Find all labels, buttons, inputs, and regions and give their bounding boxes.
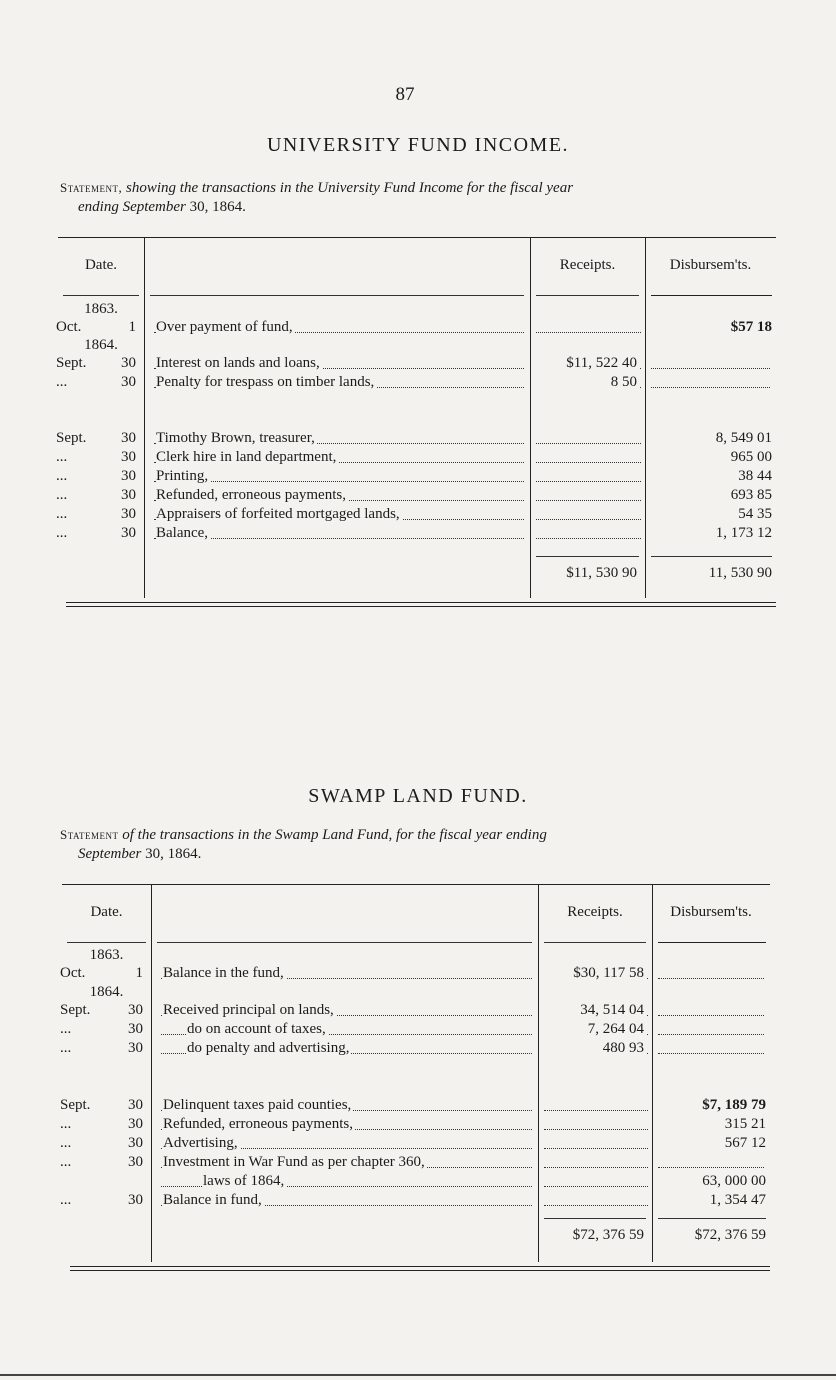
table-top-rule <box>62 884 770 885</box>
row-receipt: $11, 522 40 <box>534 354 639 372</box>
row-day: 30 <box>128 1021 143 1037</box>
header-date: Date. <box>84 257 118 273</box>
row-day: 30 <box>121 430 136 446</box>
leader-dots <box>651 387 770 388</box>
total-receipts: $11, 530 90 <box>566 565 637 581</box>
row-month: ... <box>60 1135 72 1151</box>
row-month: ... <box>60 1040 72 1056</box>
header-rule <box>544 942 646 943</box>
column-rule <box>530 237 531 598</box>
row-disbursement: $7, 189 79 <box>656 1096 768 1114</box>
row-day: 30 <box>121 525 136 541</box>
leader-dots <box>658 1034 764 1035</box>
statement-lead: Statement <box>60 827 119 842</box>
row-month: ... <box>60 1192 72 1208</box>
leader-dots <box>658 1015 764 1016</box>
row-description: Penalty for trespass on timber lands, <box>156 374 375 390</box>
total-rule <box>651 556 772 557</box>
row-description: Over payment of fund, <box>156 319 293 335</box>
row-month: Sept. <box>60 1002 91 1018</box>
row-day: 30 <box>128 1002 143 1018</box>
statement-text: of the transactions in the Swamp Land Fund, for the fiscal year ending <box>122 827 547 843</box>
row-description: Balance in fund, <box>163 1192 262 1208</box>
table-bottom-rule <box>66 606 776 607</box>
row-description: Balance, <box>156 525 209 541</box>
row-receipt: 7, 264 04 <box>542 1020 646 1038</box>
row-disbursement: 965 00 <box>649 448 774 466</box>
table-row <box>0 1115 836 1133</box>
table-bottom-rule <box>66 602 776 603</box>
row-description: Received principal on lands, <box>163 1002 334 1018</box>
table-row <box>0 1020 836 1038</box>
leader-dots <box>658 1167 764 1168</box>
row-day: 30 <box>121 487 136 503</box>
leader-dots <box>658 978 764 979</box>
university-title: UNIVERSITY FUND INCOME. <box>266 134 570 156</box>
table-top-rule <box>58 237 776 238</box>
table-row <box>0 373 836 391</box>
column-rule <box>645 237 646 598</box>
row-day: 30 <box>128 1192 143 1208</box>
swamp-title: SWAMP LAND FUND. <box>308 785 528 807</box>
leader-dots <box>544 1148 648 1149</box>
table-bottom-rule <box>70 1266 770 1267</box>
row-receipt: 8 50 <box>534 373 639 391</box>
statement-line-2: September 30, 1864. <box>78 846 202 862</box>
header-disbursements: Disbursem'ts. <box>669 257 752 273</box>
row-description: Timothy Brown, treasurer, <box>156 430 315 446</box>
row-month: Sept. <box>56 430 87 446</box>
row-month: ... <box>60 1021 72 1037</box>
row-receipt: $30, 117 58 <box>542 964 646 982</box>
row-description: Investment in War Fund as per chapter 360, <box>163 1154 425 1170</box>
table-row <box>0 1191 836 1209</box>
row-month: Oct. <box>60 965 86 981</box>
page-bottom-rule <box>0 1374 836 1376</box>
row-day: 1 <box>135 965 143 981</box>
total-receipts: $72, 376 59 <box>572 1227 644 1243</box>
row-disbursement: 1, 354 47 <box>656 1191 768 1209</box>
row-description: do penalty and advertising, <box>187 1040 350 1056</box>
statement-line-2: ending September 30, 1864. <box>78 199 246 215</box>
row-month: ... <box>56 374 68 390</box>
header-disbursements: Disbursem'ts. <box>670 904 752 920</box>
header-receipts: Receipts. <box>567 904 623 920</box>
row-month: Sept. <box>60 1097 91 1113</box>
total-rule <box>536 556 639 557</box>
university-statement <box>60 178 770 217</box>
leader-dots <box>536 481 641 482</box>
page-number: 87 <box>395 84 415 105</box>
total-rule <box>658 1218 766 1219</box>
row-description: Appraisers of forfeited mortgaged lands, <box>156 506 400 522</box>
header-rule <box>67 942 146 943</box>
row-day: 1 <box>128 319 136 335</box>
row-disbursement: 1, 173 12 <box>649 524 774 542</box>
row-year: 1864. <box>84 337 118 353</box>
row-month: ... <box>56 468 68 484</box>
table-row <box>0 964 836 982</box>
row-day: 30 <box>121 355 136 371</box>
leader-dots <box>536 462 641 463</box>
column-rule <box>144 237 145 598</box>
row-disbursement: 38 44 <box>649 467 774 485</box>
header-receipts: Receipts. <box>559 257 616 273</box>
total-disbursements: 11, 530 90 <box>708 565 772 581</box>
table-row <box>0 1153 836 1171</box>
leader-dots <box>536 538 641 539</box>
swamp-statement <box>60 825 770 864</box>
table-row <box>0 1096 836 1114</box>
header-rule <box>157 942 532 943</box>
row-month: ... <box>60 1116 72 1132</box>
row-description: laws of 1864, <box>203 1173 285 1189</box>
row-disbursement: 567 12 <box>656 1134 768 1152</box>
table-bottom-rule <box>70 1270 770 1271</box>
row-description: Interest on lands and loans, <box>156 355 320 371</box>
leader-dots <box>536 500 641 501</box>
row-day: 30 <box>121 449 136 465</box>
statement-lead: Statement, <box>60 180 123 195</box>
leader-dots <box>544 1186 648 1187</box>
leader-dots <box>536 443 641 444</box>
leader-dots <box>651 368 770 369</box>
row-year: 1864. <box>89 984 124 1000</box>
header-rule <box>651 295 772 296</box>
row-disbursement: 8, 549 01 <box>649 429 774 447</box>
row-month: Oct. <box>56 319 82 335</box>
row-description: Delinquent taxes paid counties, <box>163 1097 352 1113</box>
table-row <box>0 354 836 372</box>
row-disbursement: 54 35 <box>649 505 774 523</box>
row-description: Advertising, <box>163 1135 238 1151</box>
leader-dots <box>536 332 641 333</box>
table-row <box>0 1001 836 1019</box>
row-receipt: 34, 514 04 <box>542 1001 646 1019</box>
table-row <box>0 448 836 466</box>
row-disbursement: 315 21 <box>656 1115 768 1133</box>
row-description: Refunded, erroneous payments, <box>163 1116 353 1132</box>
row-day: 30 <box>128 1097 143 1113</box>
table-row <box>0 1134 836 1152</box>
leader-dots <box>544 1205 648 1206</box>
header-rule <box>658 942 766 943</box>
table-row <box>0 429 836 447</box>
row-disbursement: $57 18 <box>649 318 774 336</box>
leader-dots <box>658 1053 764 1054</box>
table-row <box>0 486 836 504</box>
header-rule <box>536 295 639 296</box>
row-day: 30 <box>121 374 136 390</box>
total-rule <box>544 1218 646 1219</box>
row-day: 30 <box>128 1135 143 1151</box>
header-rule <box>63 295 139 296</box>
table-row <box>0 1039 836 1057</box>
row-month: ... <box>56 449 68 465</box>
header-rule <box>150 295 524 296</box>
row-disbursement: 693 85 <box>649 486 774 504</box>
row-month: Sept. <box>56 355 87 371</box>
row-day: 30 <box>121 468 136 484</box>
row-month: ... <box>60 1154 72 1170</box>
statement-text: showing the transactions in the University Fund Income for the fiscal year <box>126 180 574 196</box>
row-disbursement: 63, 000 00 <box>656 1172 768 1190</box>
table-row <box>0 524 836 542</box>
total-disbursements: $72, 376 59 <box>694 1227 766 1243</box>
row-day: 30 <box>128 1154 143 1170</box>
row-description: Balance in the fund, <box>163 965 284 981</box>
leader-dots <box>544 1129 648 1130</box>
table-row <box>0 318 836 336</box>
leader-dots <box>536 519 641 520</box>
row-description: Clerk hire in land department, <box>156 449 337 465</box>
row-month: ... <box>56 506 68 522</box>
row-month: ... <box>56 525 68 541</box>
table-row <box>0 1172 836 1190</box>
row-day: 30 <box>121 506 136 522</box>
leader-dots <box>544 1110 648 1111</box>
row-description: do on account of taxes, <box>187 1021 326 1037</box>
row-month: ... <box>56 487 68 503</box>
row-day: 30 <box>128 1040 143 1056</box>
row-year: 1863. <box>89 947 124 963</box>
row-day: 30 <box>128 1116 143 1132</box>
row-description: Printing, <box>156 468 209 484</box>
row-year: 1863. <box>84 301 118 317</box>
table-row <box>0 505 836 523</box>
leader-dots <box>544 1167 648 1168</box>
table-row <box>0 467 836 485</box>
header-date: Date. <box>90 904 123 920</box>
row-receipt: 480 93 <box>542 1039 646 1057</box>
row-description: Refunded, erroneous payments, <box>156 487 346 503</box>
